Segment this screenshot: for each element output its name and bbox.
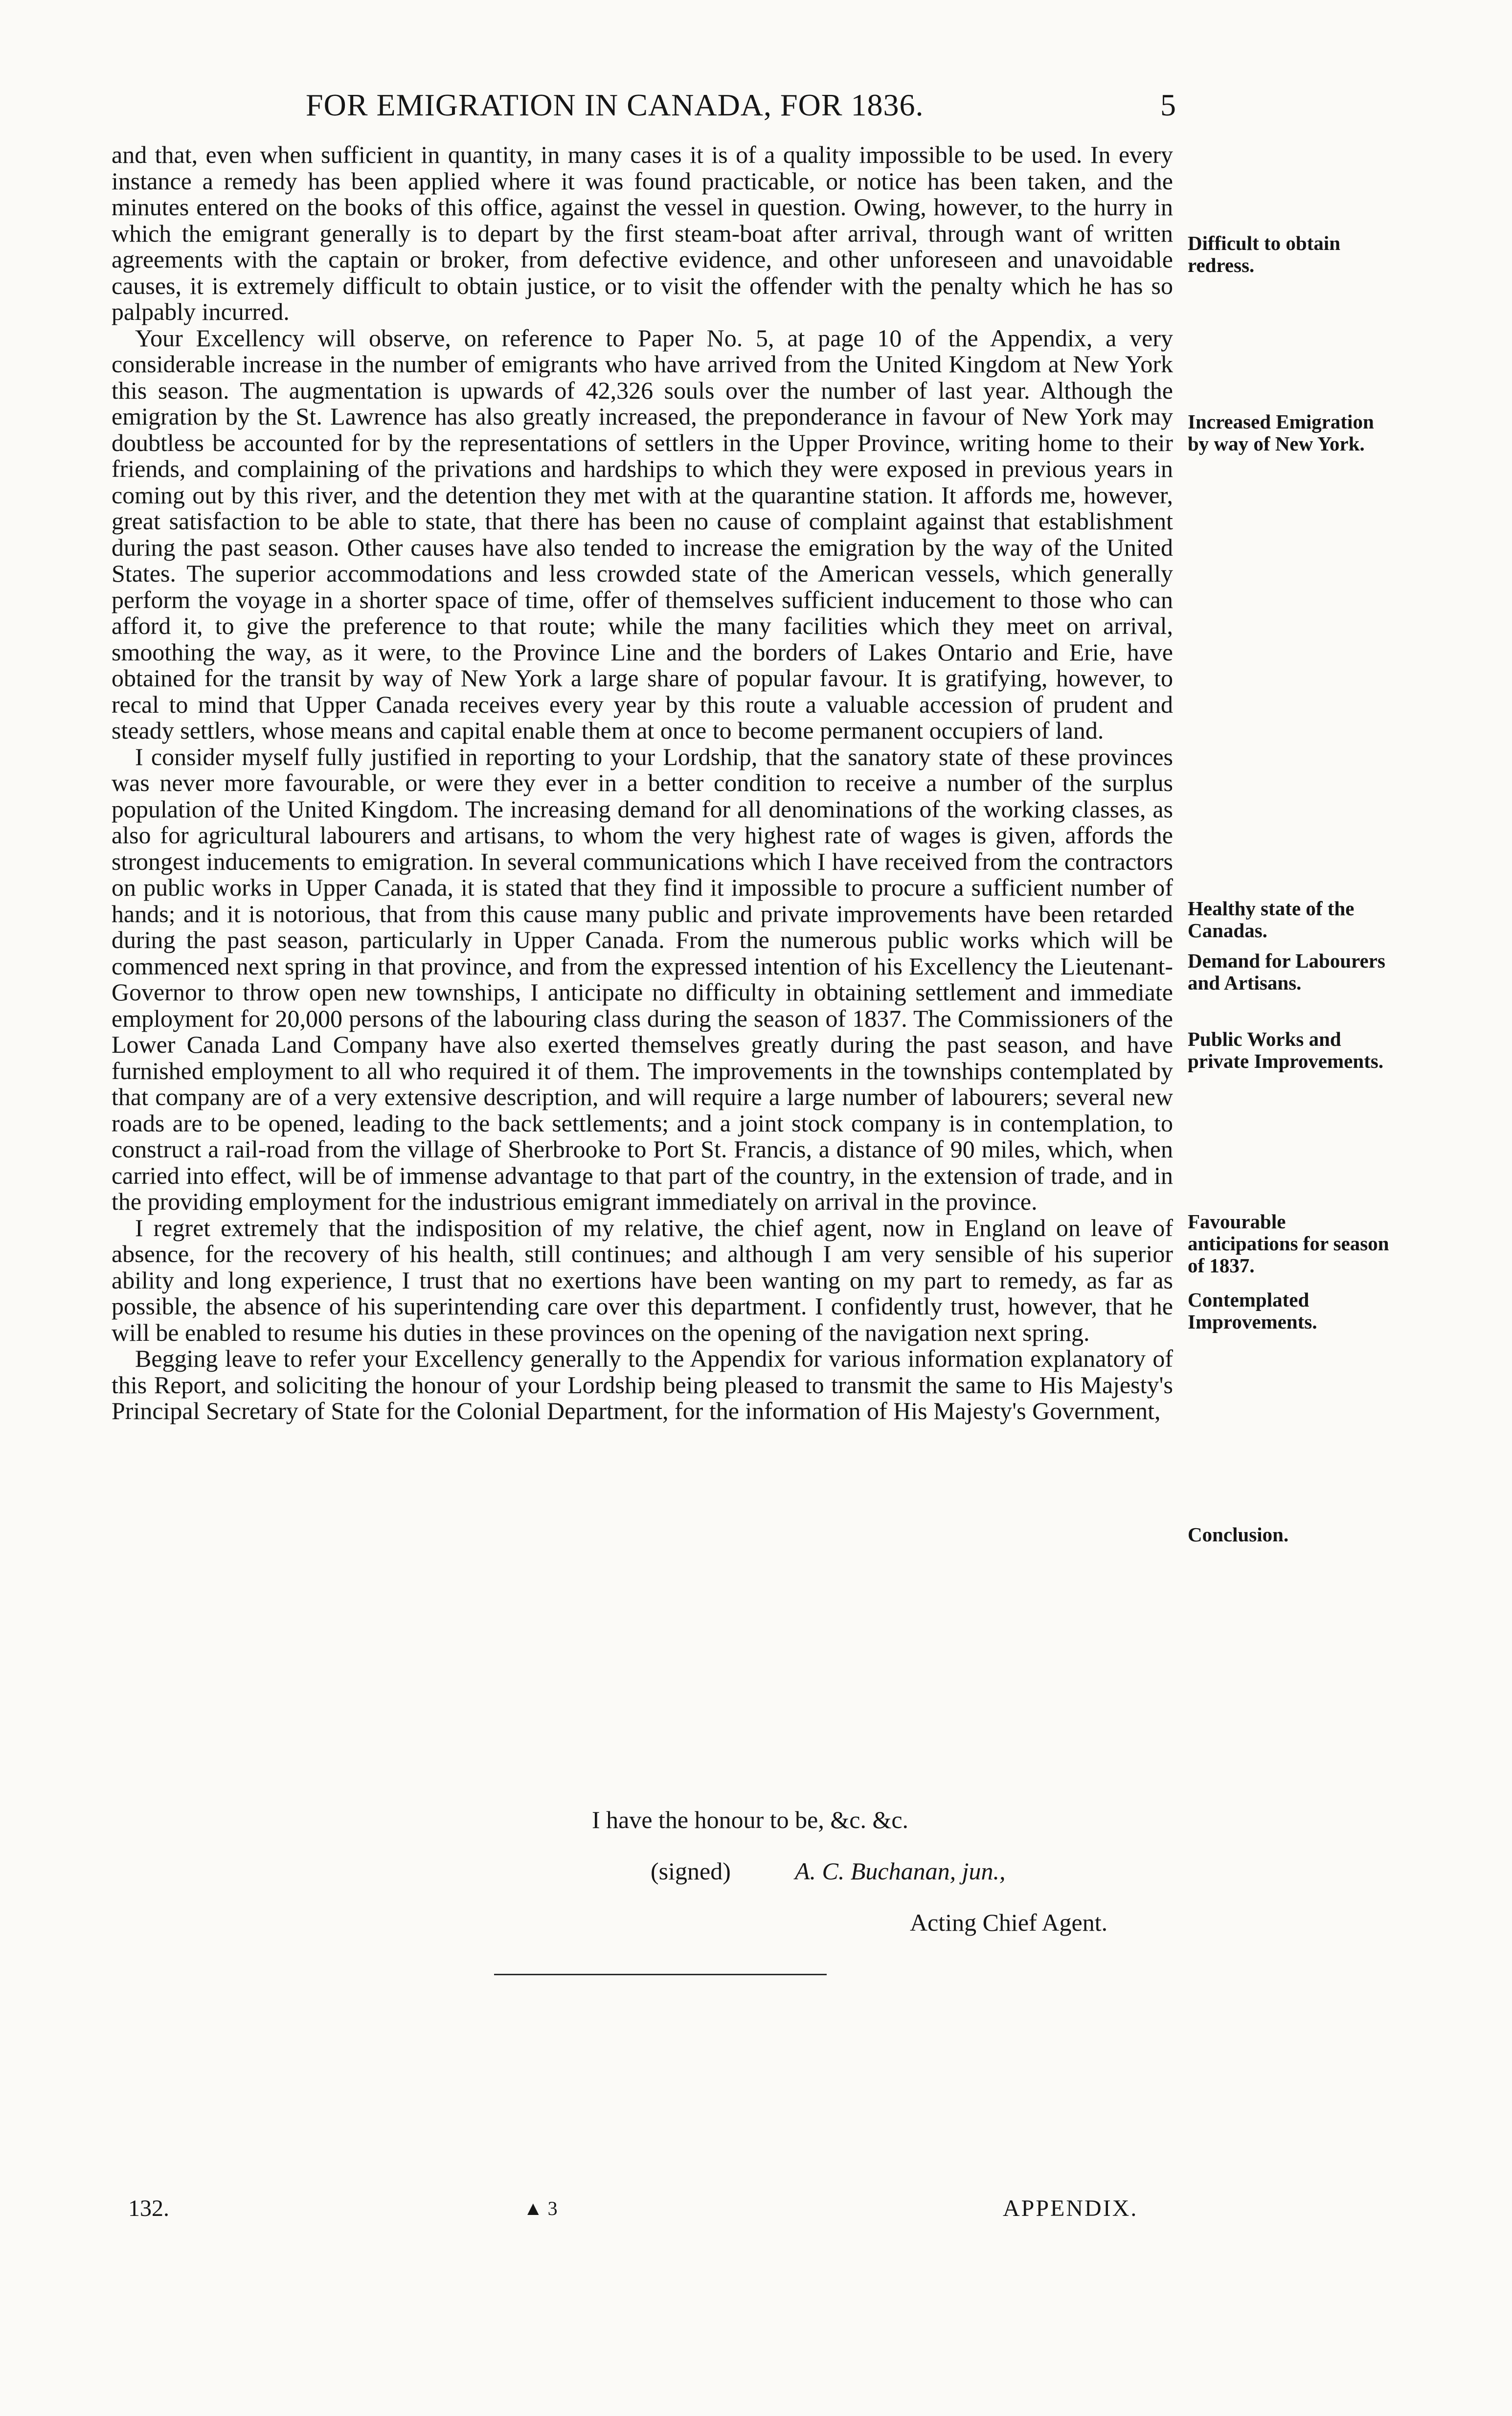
side-note-favourable-anticipations: Favourable anticipations for season of 1837. [1188, 1210, 1389, 1277]
side-note-contemplated-improvements: Contemplated Improvements. [1188, 1288, 1317, 1333]
footer-right: APPENDIX. [1003, 2195, 1138, 2221]
side-note-increased-emigration: Increased Emigration by way of New York. [1188, 410, 1374, 455]
paragraph-5: Begging leave to refer your Excellency generally to the Appendix for various information explanatory of this Report, and soliciting the honour of your Lordship being pleased to transmit the same to His Majesty's Principal Secretary of State for the Colonial Department, for the information of His Majesty's Government, [112, 1345, 1173, 1424]
side-note-conclusion: Conclusion. [1188, 1523, 1289, 1546]
closing-honour: I have the honour to be, &c. &c. [592, 1806, 909, 1833]
closing-position: Acting Chief Agent. [910, 1909, 1108, 1936]
paragraph-2: Your Excellency will observe, on reference to Paper No. 5, at page 10 of the Appendix, a very considerable increase in the number of emigrants who have arrived from the United Kingdom at New York this season. The augmentation is upwards of 42,326 souls over the number of last year. Although the emigration by the St. Lawrence has also greatly increased, the preponderance in favour of New York may doubtless be accounted for by the representations of settlers in the Upper Province, writing home to their friends, and complaining of the privations and hardships to which they were exposed in previous years in coming out by this river, and the detention they met with at the quarantine station. It affords me, however, great satisfaction to be able to state, that there has been no cause of complaint against that establishment during the past season. Other causes have also tended to increase the emigration by the way of the United States. The superior accommodations and less crowded state of the American vessels, which generally perform the voyage in a shorter space of time, offer of themselves sufficient inducement to those who can afford it, to give the preference to that route; while the many facilities which they meet on arrival, smoothing the way, as it were, to the Province Line and the borders of Lakes Ontario and Erie, have obtained for the transit by way of New York a large share of popular favour. It is gratifying, however, to recal to mind that Upper Canada receives every year by this route a valuable accession of prudent and steady settlers, whose means and capital enable them at once to become permanent occupiers of land. [112, 324, 1173, 744]
closing-signature: A. C. Buchanan, jun., [795, 1857, 1006, 1885]
paragraph-3: I consider myself fully justified in reporting to your Lordship, that the sanatory state of these provinces was never more favourable, or were they ever in a better condition to receive a number of the surplus population of the United Kingdom. The increasing demand for all denominations of the working classes, as also for agricultural labourers and artisans, to whom the very highest rate of wages is given, affords the strongest inducements to emigration. In several communications which I have received from the contractors on public works in Upper Canada, it is stated that they find it impossible to procure a sufficient number of hands; and it is notorious, that from this cause many public and private improvements have been retarded during the past season, particularly in Upper Canada. From the numerous public works which will be commenced next spring in that province, and from the expressed intention of his Excellency the Lieutenant-Governor to throw open new townships, I anticipate no difficulty in obtaining settlement and immediate employment for 20,000 persons of the labouring class during the season of 1837. The Commissioners of the Lower Canada Land Company have also exerted themselves greatly during the past season, and have furnished employment to all who required it of them. The improvements in the townships contemplated by that company are of a very extensive description, and will require a large number of labourers; several new roads are to be opened, leading to the back settlements; and a joint stock company is in contemplation, to construct a rail-road from the village of Sherbrooke to Port St. Francis, a distance of 90 miles, which, when carried into effect, will be of immense advantage to that part of the country, in the extension of trade, and in the providing employment for the industrious emigrant immediately on arrival in the province. [112, 743, 1173, 1215]
side-note-difficult-redress: Difficult to obtain redress. [1188, 232, 1341, 276]
divider-rule [494, 1974, 827, 1975]
paragraph-4: I regret extremely that the indisposition of my relative, the chief agent, now in England on leave of absence, for the recovery of his health, still continues; and although I am very sensible of his superior ability and long experience, I trust that no exertions have been wanting on my part to remedy, as far as possible, the absence of his superintending care over this department. I confidently trust, however, that he will be enabled to resume his duties in these provinces on the opening of the navigation next spring. [112, 1214, 1173, 1346]
side-note-healthy-state: Healthy state of the Canadas. [1188, 897, 1354, 942]
side-note-public-works: Public Works and private Improvements. [1188, 1028, 1384, 1072]
footer-left: 132. [128, 2195, 169, 2221]
footer-signature-mark: ▲ 3 [523, 2197, 558, 2219]
body-text [112, 142, 1173, 1424]
paragraph-1: and that, even when sufficient in quantity, in many cases it is of a quality impossible to be used. In every instance a remedy has been applied where it was found practicable, or notice has been taken, and the minutes entered on the books of this office, against the vessel in question. Owing, however, to the hurry in which the emigrant generally is to depart by the first steam-boat after arrival, through want of written agreements with the captain or broker, from defective evidence, and other unforeseen and unavoidable causes, it is extremely difficult to obtain justice, or to visit the offender with the penalty which he has so palpably incurred. [112, 141, 1173, 325]
running-title: FOR EMIGRATION IN CANADA, FOR 1836. [306, 88, 924, 122]
closing-signed: (signed) [651, 1857, 731, 1885]
page-number: 5 [1160, 88, 1176, 122]
side-note-demand-labourers: Demand for Labourers and Artisans. [1188, 949, 1385, 994]
